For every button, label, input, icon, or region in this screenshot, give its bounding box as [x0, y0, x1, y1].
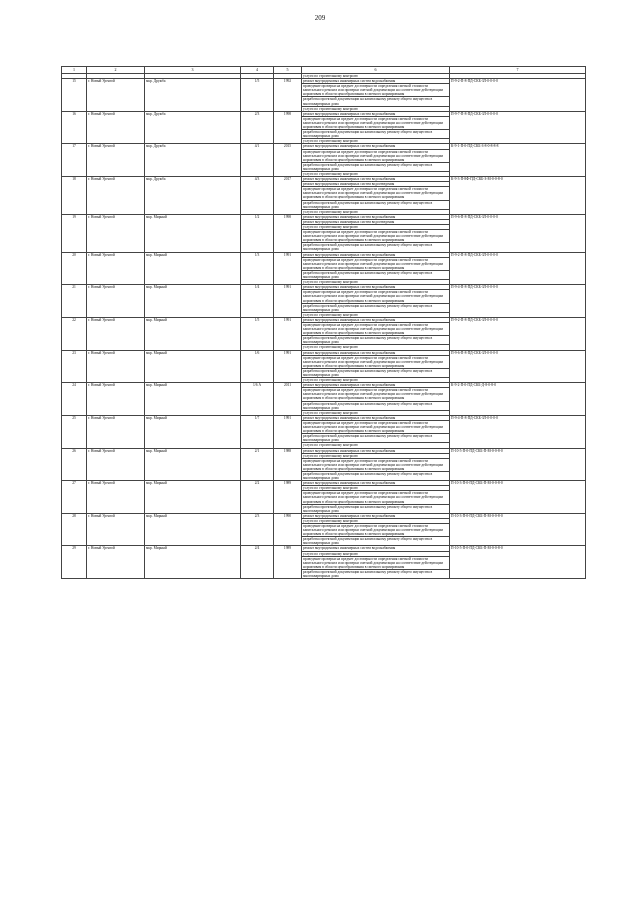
- record-year: 1990: [274, 513, 302, 546]
- record-city: г. Новый Уренгой: [87, 285, 145, 318]
- record-district: мкр. Мирный: [145, 317, 241, 350]
- table-row: [62, 214, 586, 219]
- page-number: 209: [314, 14, 326, 22]
- col-header: 4: [241, 67, 274, 74]
- work-item: разработка проектной документации на капитальному ремонту общего имущества в многоквартирных дома: [302, 200, 450, 209]
- record-number: 23: [62, 350, 87, 383]
- work-item: разработка проектной документации на капитальному ремонту общего имущества в многоквартирных дома: [302, 569, 450, 578]
- table-row: [62, 144, 586, 149]
- record-number: 15: [62, 79, 87, 112]
- work-item: ремонт внутридомовых инженерных систем водоснабжения: [302, 513, 450, 518]
- record-year: 1991: [274, 317, 302, 350]
- work-item: проведение проверки на предмет достоверности определения сметной стоимости капитального ремонта или проверки сметной документации на соответствие действующим нормативам в области ценообразования в сметного нормирования: [302, 290, 450, 303]
- table-row: [62, 513, 586, 518]
- record-district: мкр. Мирный: [145, 383, 241, 416]
- work-item: проведение проверки на предмет достоверности определения сметной стоимости капитального ремонта или проверки сметной документации на соответствие действующим нормативам в области ценообразования в сметного нормирования: [302, 116, 450, 129]
- record-number: 27: [62, 481, 87, 514]
- record-number: 16: [62, 111, 87, 144]
- record-number: 21: [62, 285, 87, 318]
- work-item: проведение проверки на предмет достоверности определения сметной стоимости капитального ремонта или проверки сметной документации на соответствие действующим нормативам в области ценообразования в сметного нормирования: [302, 556, 450, 569]
- record-city: г. Новый Уренгой: [87, 448, 145, 481]
- work-item: услуги по строительному контролю: [302, 312, 450, 317]
- work-item: ремонт внутридомовых инженерных систем водоснабжения: [302, 415, 450, 420]
- record-city: г. Новый Уренгой: [87, 546, 145, 579]
- record-year: 1992: [274, 79, 302, 112]
- work-item: разработка проектной документации на капитальному ремонту общего имущества в многоквартирных дома: [302, 537, 450, 546]
- record-district: мкр. Мирный: [145, 214, 241, 252]
- record-code: П-10-5-П-0-ПД-СКБ-П-М-0-0-8-0: [450, 546, 586, 579]
- record-code: П-9-6-П-8-ПД-СКБ-ЗЛ-0-0-0-0: [450, 214, 586, 252]
- work-item: проведение проверки на предмет достоверности определения сметной стоимости капитального ремонта или проверки сметной документации на соответствие действующим нормативам в области ценообразования в сметного нормирования: [302, 524, 450, 537]
- record-building: 1/6: [241, 350, 274, 383]
- col-header: 7: [450, 67, 586, 74]
- record-district: мкр. Дружба: [145, 177, 241, 215]
- record-building: 4/3: [241, 177, 274, 215]
- work-item: проведение проверки на предмет достоверности определения сметной стоимости капитального ремонта или проверки сметной документации на соответствие действующим нормативам в области ценообразования в сметного нормирования: [302, 230, 450, 243]
- work-item: разработка проектной документации на капитальному ремонту общего имущества в многоквартирных дома: [302, 270, 450, 279]
- record-district: мкр. Мирный: [145, 252, 241, 285]
- record-district: мкр. Мирный: [145, 448, 241, 481]
- work-item: услуги по строительному контролю: [302, 443, 450, 448]
- work-item: ремонт внутридомовых инженерных систем водоснабжения: [302, 448, 450, 453]
- work-item: услуги по строительному контролю: [302, 139, 450, 144]
- work-item: услуги по строительному контролю: [302, 74, 450, 79]
- work-item: ремонт внутридомовых инженерных систем водоснабжения: [302, 481, 450, 486]
- work-item: проведение проверки на предмет достоверности определения сметной стоимости капитального ремонта или проверки сметной документации на соответствие действующим нормативам в области ценообразования в сметного нормирования: [302, 420, 450, 433]
- record-code: П-9-4-П-8-ПД-СКБ-ЗЛ-0-0-0-0: [450, 285, 586, 318]
- column-number-row: [62, 67, 586, 74]
- work-item: услуги по строительному контролю: [302, 518, 450, 523]
- record-city: г. Новый Уренгой: [87, 383, 145, 416]
- record-building: 2/3: [241, 111, 274, 144]
- work-item: разработка проектной документации на капитальному ремонту общего имущества в многоквартирных дома: [302, 471, 450, 480]
- record-number: 24: [62, 383, 87, 416]
- work-item: разработка проектной документации на капитальному ремонту общего имущества в многоквартирных дома: [302, 162, 450, 171]
- record-city: г. Новый Уренгой: [87, 481, 145, 514]
- table-row: [62, 448, 586, 453]
- work-item: услуги по строительному контролю: [302, 106, 450, 111]
- record-district: мкр. Дружба: [145, 111, 241, 144]
- work-item: услуги по строительному контролю: [302, 410, 450, 415]
- col-header: 6: [302, 67, 450, 74]
- record-number: 22: [62, 317, 87, 350]
- record-building: 2/4: [241, 546, 274, 579]
- work-item: разработка проектной документации на капитальному ремонту общего имущества в многоквартирных дома: [302, 336, 450, 345]
- work-item: проведение проверки на предмет достоверности определения сметной стоимости капитального ремонта или проверки сметной документации на соответствие действующим нормативам в области ценообразования в сметного нормирования: [302, 257, 450, 270]
- record-year: 1991: [274, 252, 302, 285]
- record-year: 1989: [274, 546, 302, 579]
- record-year: 1988: [274, 448, 302, 481]
- table-row: [62, 111, 586, 116]
- record-building: 1/5: [241, 79, 274, 112]
- work-item: услуги по строительному контролю: [302, 209, 450, 214]
- record-building: 1/5: [241, 317, 274, 350]
- work-item: ремонт внутридомовых инженерных систем водоснабжения: [302, 144, 450, 149]
- work-item: проведение проверки на предмет достоверности определения сметной стоимости капитального ремонта или проверки сметной документации на соответствие действующим нормативам в области ценообразования в сметного нормирования: [302, 149, 450, 162]
- record-code: П-10-3-П-0-ПД-СКБ-П-М-0-0-8-0: [450, 513, 586, 546]
- record-code: К-9-3-П-8Ф-ПД-СКБ-З-М-0-0-8-0: [450, 177, 586, 215]
- record-city: г. Новый Уренгой: [87, 214, 145, 252]
- record-year: 1998: [274, 214, 302, 252]
- table-row: [62, 252, 586, 257]
- work-item: ремонт внутридомовых инженерных систем водоотведения: [302, 219, 450, 224]
- record-number: 29: [62, 546, 87, 579]
- record-year: 2011: [274, 383, 302, 416]
- work-item: услуги по строительному контролю: [302, 453, 450, 458]
- work-item: проведение проверки на предмет достоверности определения сметной стоимости капитального ремонта или проверки сметной документации на соответствие действующим нормативам в области ценообразования в сметного нормирования: [302, 187, 450, 200]
- record-year: 1998: [274, 111, 302, 144]
- record-district: мкр. Мирный: [145, 285, 241, 318]
- record-building: 2/1: [241, 448, 274, 481]
- work-item: проведение проверки на предмет достоверности определения сметной стоимости капитального ремонта или проверки сметной документации на соответствие действующим нормативам в области ценообразования в сметного нормирования: [302, 458, 450, 471]
- record-district: мкр. Дружба: [145, 79, 241, 112]
- table-row: [62, 350, 586, 355]
- work-item: разработка проектной документации на капитальному ремонту общего имущества в многоквартирных дома: [302, 97, 450, 106]
- record-number: 19: [62, 214, 87, 252]
- work-item: проведение проверки на предмет достоверности определения сметной стоимости капитального ремонта или проверки сметной документации на соответствие действующим нормативам в области ценообразования в сметного нормирования: [302, 491, 450, 504]
- record-building: 1/4: [241, 285, 274, 318]
- col-header: 5: [274, 67, 302, 74]
- record-code: П-9-2-П-8-ПД-СКБ-ЗЛ-0-0-0-0: [450, 79, 586, 112]
- work-item: разработка проектной документации на капитальному ремонту общего имущества в многоквартирных дома: [302, 368, 450, 377]
- record-district: мкр. Дружба: [145, 144, 241, 177]
- work-item: услуги по строительному контролю: [302, 225, 450, 230]
- table-row: [62, 317, 586, 322]
- record-district: мкр. Мирный: [145, 481, 241, 514]
- record-number: 26: [62, 448, 87, 481]
- record-code: П-9-2-П-8-ПД-СКБ-ЗЛ-0-0-0-0: [450, 317, 586, 350]
- record-number: 28: [62, 513, 87, 546]
- record-code: К-9-2-П-0-ПД-СКБ-Д-8-0-8-0: [450, 383, 586, 416]
- work-item: проведение проверки на предмет достоверности определения сметной стоимости капитального ремонта или проверки сметной документации на соответствие действующим нормативам в области ценообразования в сметного нормирования: [302, 388, 450, 401]
- work-item: ремонт внутридомовых инженерных систем водоснабжения: [302, 177, 450, 182]
- work-item: разработка проектной документации на капитальному ремонту общего имущества в многоквартирных дома: [302, 130, 450, 139]
- table-row: [62, 177, 586, 182]
- table-row: [62, 285, 586, 290]
- record-code: П-10-5-П-0-ПД-СКБ-П-М-0-0-8-0: [450, 448, 586, 481]
- record-code: П-10-3-П-0-ПД-СКБ-П-М-0-0-8-0: [450, 481, 586, 514]
- work-item: разработка проектной документации на капитальному ремонту общего имущества в многоквартирных дома: [302, 401, 450, 410]
- record-district: мкр. Мирный: [145, 415, 241, 448]
- record-year: 1991: [274, 415, 302, 448]
- work-item: ремонт внутридомовых инженерных систем водоснабжения: [302, 317, 450, 322]
- repair-registry-table: [61, 66, 586, 579]
- record-district: мкр. Мирный: [145, 513, 241, 546]
- record-number: 25: [62, 415, 87, 448]
- work-item: проведение проверки на предмет достоверности определения сметной стоимости капитального ремонта или проверки сметной документации на соответствие действующим нормативам в области ценообразования в сметного нормирования: [302, 355, 450, 368]
- record-building: 1/3: [241, 252, 274, 285]
- work-item: услуги по строительному контролю: [302, 486, 450, 491]
- table-row: [62, 79, 586, 84]
- record-building: 2/3: [241, 513, 274, 546]
- col-header: 3: [145, 67, 241, 74]
- record-district: мкр. Мирный: [145, 350, 241, 383]
- work-item: проведение проверки на предмет достоверности определения сметной стоимости капитального ремонта или проверки сметной документации на соответствие действующим нормативам в области ценообразования в сметного нормирования: [302, 84, 450, 97]
- record-year: 1991: [274, 285, 302, 318]
- work-item: ремонт внутридомовых инженерных систем водоснабжения: [302, 383, 450, 388]
- work-item: разработка проектной документации на капитальному ремонту общего имущества в многоквартирных дома: [302, 303, 450, 312]
- work-item: ремонт внутридомовых инженерных систем водоснабжения: [302, 79, 450, 84]
- record-city: г. Новый Уренгой: [87, 252, 145, 285]
- work-item: услуги по строительному контролю: [302, 378, 450, 383]
- table-row: [62, 383, 586, 388]
- record-city: г. Новый Уренгой: [87, 513, 145, 546]
- work-item: проведение проверки на предмет достоверности определения сметной стоимости капитального ремонта или проверки сметной документации на соответствие действующим нормативам в области ценообразования в сметного нормирования: [302, 322, 450, 335]
- work-item: разработка проектной документации на капитальному ремонту общего имущества в многоквартирных дома: [302, 243, 450, 252]
- table-row: [62, 546, 586, 551]
- record-district: мкр. Мирный: [145, 546, 241, 579]
- work-item: ремонт внутридомовых инженерных систем водоснабжения: [302, 285, 450, 290]
- record-building: 1/6 А: [241, 383, 274, 416]
- record-code: П-9-4-П-8-ПД-СКБ-ЗЛ-0-0-0-0: [450, 415, 586, 448]
- table-row: [62, 481, 586, 486]
- work-item: услуги по строительному контролю: [302, 551, 450, 556]
- col-header: 2: [87, 67, 145, 74]
- record-code: К-9-1-П-0-ПД-СКБ-З-8-0-8-8-8: [450, 144, 586, 177]
- work-item: услуги по строительному контролю: [302, 345, 450, 350]
- record-year: 1989: [274, 481, 302, 514]
- record-city: г. Новый Уренгой: [87, 79, 145, 112]
- record-code: П-9-7-П-8-ПД-СКБ-ЗЛ-0-0-0-0: [450, 111, 586, 144]
- work-item: разработка проектной документации на капитальному ремонту общего имущества в многоквартирных дома: [302, 504, 450, 513]
- record-year: 1991: [274, 350, 302, 383]
- work-item: ремонт внутридомовых инженерных систем водоснабжения: [302, 350, 450, 355]
- record-city: г. Новый Уренгой: [87, 350, 145, 383]
- record-building: 1/2: [241, 214, 274, 252]
- table-row: [62, 415, 586, 420]
- work-item: разработка проектной документации на капитальному ремонту общего имущества в многоквартирных дома: [302, 434, 450, 443]
- record-building: 4/1: [241, 144, 274, 177]
- record-code: П-9-2-П-8-ПД-СКБ-ЗЛ-0-0-0-0: [450, 252, 586, 285]
- work-item: ремонт внутридомовых инженерных систем водоснабжения: [302, 252, 450, 257]
- work-item: услуги по строительному контролю: [302, 280, 450, 285]
- record-year: 2017: [274, 177, 302, 215]
- record-city: г. Новый Уренгой: [87, 415, 145, 448]
- record-city: г. Новый Уренгой: [87, 144, 145, 177]
- record-building: 2/2: [241, 481, 274, 514]
- record-number: 20: [62, 252, 87, 285]
- col-header: 1: [62, 67, 87, 74]
- record-city: г. Новый Уренгой: [87, 177, 145, 215]
- record-number: 18: [62, 177, 87, 215]
- work-item: ремонт внутридомовых инженерных систем водоснабжения: [302, 546, 450, 551]
- record-code: П-9-6-П-8-ПД-СКБ-ЗЛ-0-0-0-0: [450, 350, 586, 383]
- record-city: г. Новый Уренгой: [87, 317, 145, 350]
- registry-body: [62, 74, 586, 579]
- work-item: ремонт внутридомовых инженерных систем водоснабжения: [302, 111, 450, 116]
- record-city: г. Новый Уренгой: [87, 111, 145, 144]
- work-item: ремонт внутридомовых инженерных систем водоотведения: [302, 182, 450, 187]
- work-item: услуги по строительному контролю: [302, 171, 450, 176]
- record-building: 1/7: [241, 415, 274, 448]
- record-year: 2015: [274, 144, 302, 177]
- record-number: 17: [62, 144, 87, 177]
- work-item: ремонт внутридомовых инженерных систем водоснабжения: [302, 214, 450, 219]
